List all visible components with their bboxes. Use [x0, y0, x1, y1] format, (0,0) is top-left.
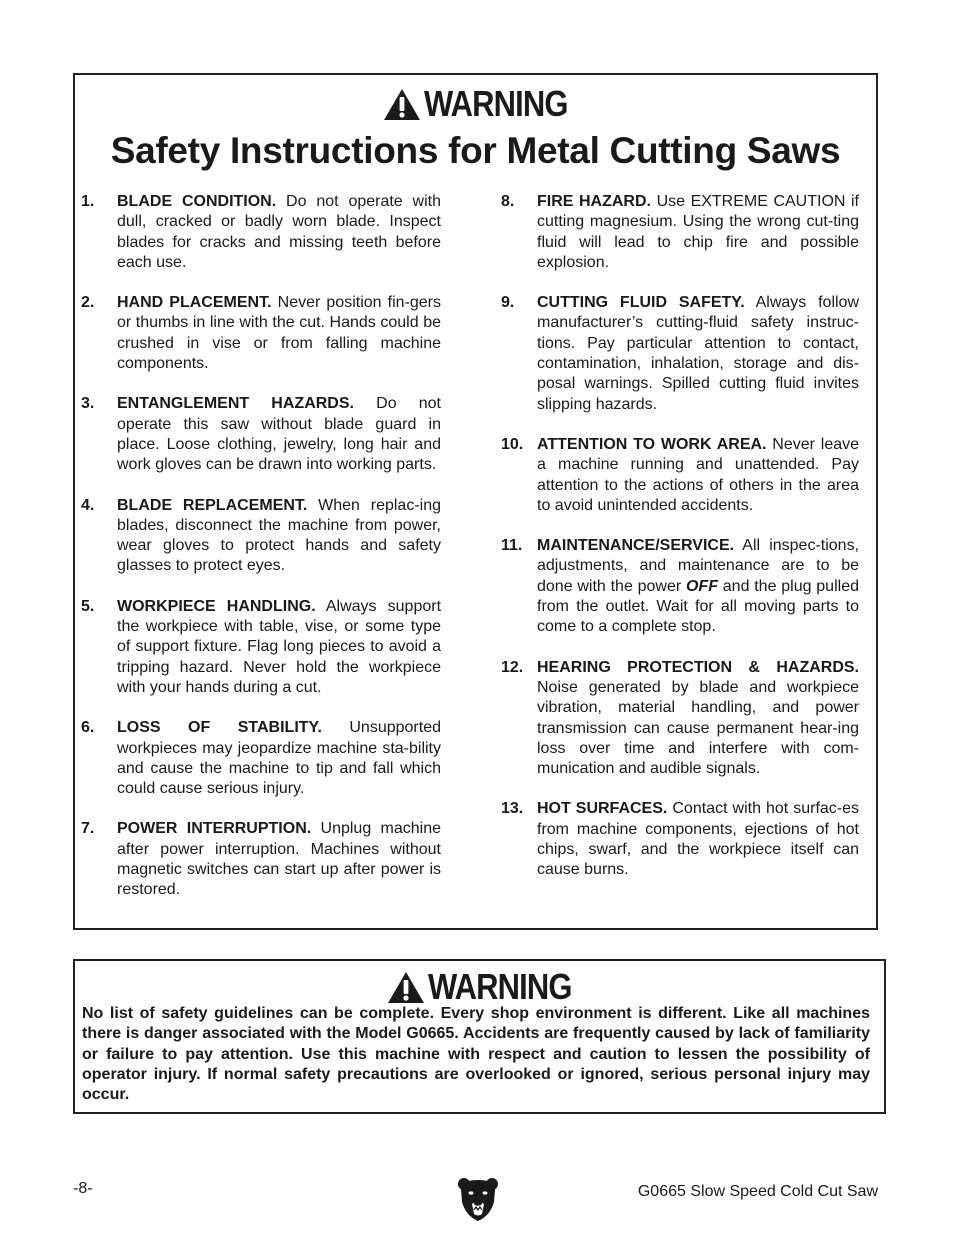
warning-label: WARNING — [423, 83, 568, 124]
general-warning-box — [73, 959, 886, 1114]
instruction-item: 10. ATTENTION TO WORK AREA. Never leave a machine running and unattended. Pay attention to the actions of others in the area to avoid unintended accidents. — [501, 435, 860, 514]
instruction-item: 8. FIRE HAZARD. Use EXTREME CAUTION if cutting magnesium. Using the wrong cut-ting fluid will lead to chip fire and possible explosion. — [501, 193, 860, 271]
warning-header — [75, 83, 876, 126]
warning-header — [75, 966, 884, 1009]
page-title: Safety Instructions for Metal Cutting Saws — [110, 130, 841, 171]
warning-body-text: No list of safety guidelines can be complete. Every shop environment is different. Like all machines there is danger associated with the Model G0665. Accidents are frequently caused by lack of familiarity or failure to pay attention. Use this machine with respect and caution to lessen the possibility of operator injury. If normal safety precautions are overlooked or ignored, serious personal injury may occur. — [82, 1005, 870, 1104]
model-name: G0665 Slow Speed Cold Cut Saw — [637, 1183, 878, 1200]
instruction-item: 2. HAND PLACEMENT. Never position fin-gers or thumbs in line with the cut. Hands could be crushed in vise or from falling machine components. — [81, 294, 441, 373]
instruction-item: 1. BLADE CONDITION. Do not operate with dull, cracked or badly worn blade. Inspect blades for cracks and missing teeth before each use. — [81, 193, 442, 271]
instruction-item: 12. HEARING PROTECTION & HAZARDS. Noise generated by blade and workpiece vibration, material handling, and power transmission can cause permanent hear-ing loss over time and interfere with com-munication and audible signals. — [501, 658, 859, 778]
instruction-item: 5. WORKPIECE HANDLING. Always support the workpiece with table, vise, or some type of support fixture. Flag long pieces to avoid a tripping hazard. Never hold the workpiece with your hands during a cut. — [81, 597, 442, 696]
instructions-right-column — [501, 192, 859, 901]
instruction-item: 7. POWER INTERRUPTION. Unplug machine after power interruption. Machines without magnetic switches can start up after power is restored. — [81, 820, 441, 899]
instruction-item: 13. HOT SURFACES. Contact with hot surfac-es from machine components, ejections of hot chips, swarf, and the workpiece itself can cause burns. — [501, 800, 860, 879]
instruction-item: 3. ENTANGLEMENT HAZARDS. Do not operate this saw without blade guard in place. Loose clothing, jewelry, long hair and work gloves can be drawn into working parts. — [81, 395, 441, 474]
instructions-left-column — [81, 192, 441, 921]
warning-triangle-icon — [383, 88, 421, 121]
page-number: -8- — [73, 1180, 93, 1197]
instruction-item: 6. LOSS OF STABILITY. Unsupported workpieces may jeopardize machine sta-bility and cause the machine to tip and fall which could cause serious injury. — [81, 719, 441, 798]
instruction-item: 4. BLADE REPLACEMENT. When replac-ing blades, disconnect the machine from power, wear gloves to protect hands and safety glasses to protect eyes. — [81, 496, 441, 575]
safety-instructions-box — [73, 73, 878, 930]
instruction-item: 11. MAINTENANCE/SERVICE. All inspec-tions, adjustments, and maintenance are to be done with the power OFF and the plug pulled from the outlet. Wait for all moving parts to come to a complete stop. — [501, 537, 860, 636]
instruction-item: 9. CUTTING FLUID SAFETY. Always follow manufacturer’s cutting-fluid safety instruc-tions. Pay particular attention to contact, contamination, inhalation, storage and dis-posal warnings. Spilled cutting fluid invites slipping hazards. — [501, 294, 860, 413]
warning-triangle-icon — [387, 971, 425, 1004]
emphasis-off: OFF — [685, 577, 718, 595]
grizzly-bear-logo-icon — [457, 1176, 499, 1222]
warning-label: WARNING — [427, 966, 572, 1007]
